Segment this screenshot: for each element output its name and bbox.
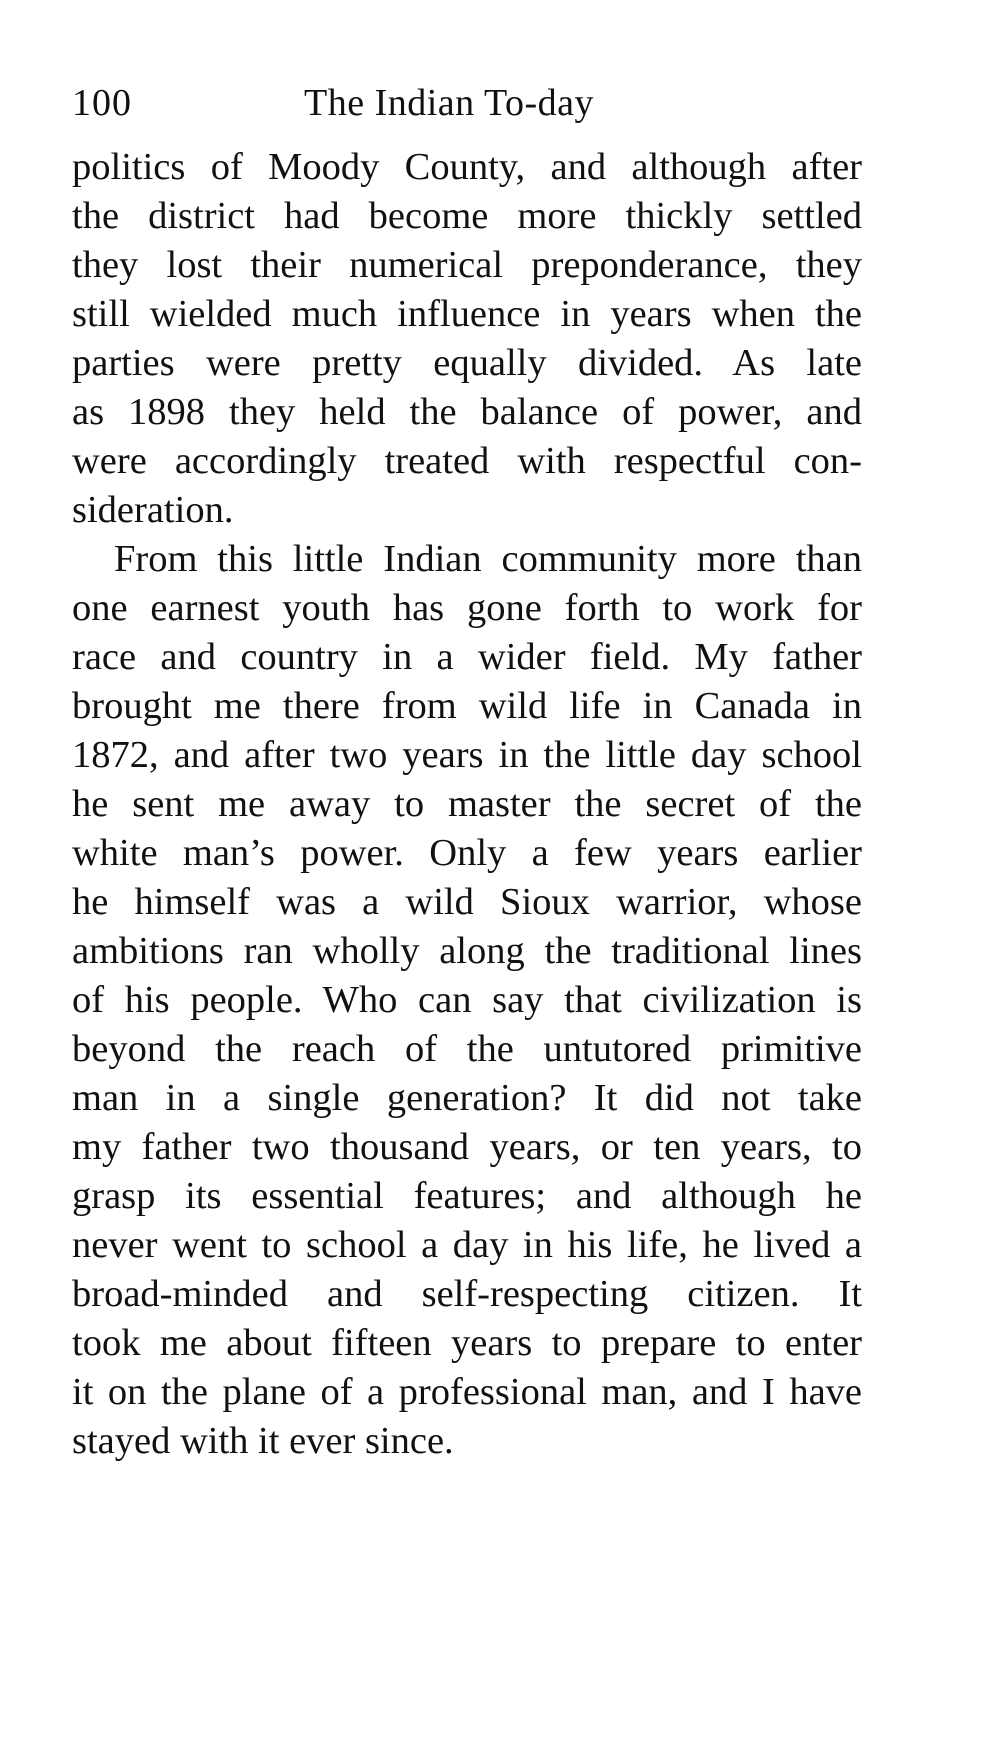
text-line: beyond the reach of the untutored primitive xyxy=(72,1028,862,1070)
text-line: he sent me away to master the secret of the xyxy=(72,783,862,825)
text-line: race and country in a wider field. My father xyxy=(72,636,862,678)
text-line: ambitions ran wholly along the traditional lines xyxy=(72,930,862,972)
text-line: broad-minded and self-respecting citizen. It xyxy=(72,1273,862,1315)
text-line: never went to school a day in his life, he lived a xyxy=(72,1224,862,1266)
text-line: white man’s power. Only a few years earlier xyxy=(72,832,862,874)
text-line: sideration. xyxy=(72,489,234,531)
running-title: The Indian To-day xyxy=(304,82,595,124)
text-line: they lost their numerical preponderance, they xyxy=(72,244,862,286)
text-line: stayed with it ever since. xyxy=(72,1420,454,1462)
text-line: the district had become more thickly settled xyxy=(72,195,862,237)
text-line: he himself was a wild Sioux warrior, whose xyxy=(72,881,862,923)
page-header xyxy=(72,78,862,128)
text-line: grasp its essential features; and although he xyxy=(72,1175,862,1217)
text-line: politics of Moody County, and although after xyxy=(72,146,862,188)
text-line: man in a single generation? It did not take xyxy=(72,1077,862,1119)
text-line: parties were pretty equally divided. As late xyxy=(72,342,862,384)
text-line: one earnest youth has gone forth to work for xyxy=(72,587,862,629)
page-number: 100 xyxy=(72,82,132,124)
text-line: still wielded much influence in years when the xyxy=(72,293,862,335)
text-line: of his people. Who can say that civilization is xyxy=(72,979,862,1021)
text-line: From this little Indian community more than xyxy=(114,538,862,580)
text-line: brought me there from wild life in Canada in xyxy=(72,685,862,727)
paragraph-1 xyxy=(72,143,862,535)
text-line: as 1898 they held the balance of power, and xyxy=(72,391,862,433)
body-text xyxy=(72,143,862,1466)
text-line: took me about fifteen years to prepare to enter xyxy=(72,1322,862,1364)
text-line: my father two thousand years, or ten years, to xyxy=(72,1126,862,1168)
text-line: 1872, and after two years in the little day school xyxy=(72,734,862,776)
text-line: it on the plane of a professional man, and I have xyxy=(72,1371,862,1413)
paragraph-2 xyxy=(72,535,862,1466)
text-line: were accordingly treated with respectful con- xyxy=(72,440,862,482)
